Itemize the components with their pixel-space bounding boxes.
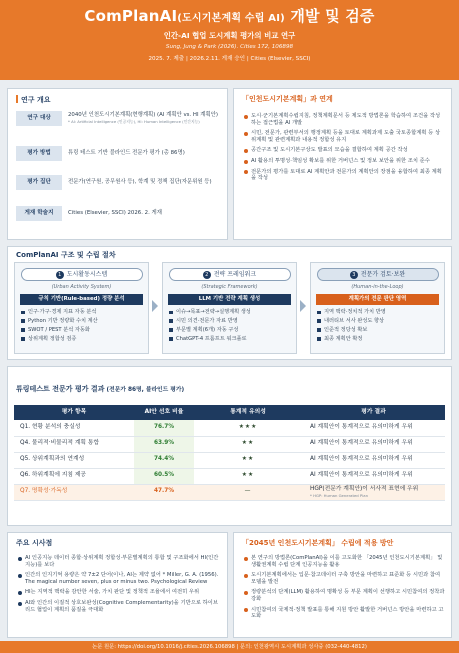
column-head: 1 도시활동시스템 (21, 268, 143, 281)
list-item: 도시·군기본계획수립지침, 정책계획문서 등 제도적 방법론을 학습하여 조건을 작성하는 접근법을 AI 개발 (244, 113, 444, 126)
flow-arrow-icon (300, 300, 306, 312)
column-sub: (Strategic Framework) (201, 284, 258, 290)
overview-value: 전문가(연구원, 공무원사 등), 학계 및 정책 집단(자문위원 등) (68, 179, 212, 186)
list-item: AI 활용의 투명성·책임성 확보를 위한 거버넌스 및 정보 보안을 위한 조치 준수 (244, 158, 444, 165)
table-row (14, 436, 445, 452)
row-significance: — (194, 484, 302, 500)
list-item: 상위계획 정합성 검증 (21, 336, 142, 343)
list-item: 인간의 인지기억 용량은 약 7±2 단어(이나, AI는 제약 없어 * Miller, G. A. (1956). The magical number seven, plus or minus two. Psychological Review (18, 572, 222, 585)
row-item: Q6. 하위계획에 지침 제공 (14, 468, 134, 484)
table-row (14, 452, 445, 468)
list-item: 내러티브 서사 완성도 향상 (317, 318, 438, 325)
publication-meta: 2025. 7. 제출 | 2026.2.11. 게재 승인 | Cities (Elsevier, SSCI) (148, 55, 311, 62)
list-item: HI는 지역적 맥락을 감안한 서술, 가치 판단 및 정책적 조율에서 여전히 우위 (18, 589, 222, 596)
list-item: 인준적 정당성 확보 (317, 327, 438, 334)
column-sub: (Human-in-the-Loop) (351, 284, 404, 290)
row-significance: ★★★ (194, 420, 302, 436)
list-item: 시민 의견·전문가 자료 반영 (169, 318, 290, 325)
overview-row (16, 175, 220, 190)
row-item: Q1. 현황 분석의 충실성 (14, 420, 134, 436)
structure-column-2 (162, 262, 297, 354)
column-list (317, 309, 438, 342)
table-header-row (14, 405, 445, 420)
list-item: 부문별 계획(6개) 자동 구성 (169, 327, 290, 334)
row-item: Q4. 물리적·비물리적 계획 통합 (14, 436, 134, 452)
implications-panel (7, 532, 228, 638)
implications-list (18, 555, 222, 617)
column-list (169, 309, 290, 342)
table-header: AI안 선호 비율 (134, 405, 194, 420)
overview-row (16, 146, 220, 161)
table-header: 통계적 유의성 (194, 405, 302, 420)
overview-label: 게재 학술지 (16, 206, 62, 221)
results-table (14, 405, 445, 501)
column-sub: (Urban Activity System) (51, 284, 112, 290)
table-header: 평가 결과 (302, 405, 445, 420)
relation-title: 「인천도시기본계획」과 연계 (242, 95, 333, 103)
overview-value: 2040년 인천도시기본계획(현행계획) (AI 계획안 vs. HI 계획안) * AI: Artificial Intelligence (인공지능), HI: Human Intelligence (인간지능) (68, 112, 218, 124)
list-item: AI와 인간의 이질적 상호보완성(Cognitive Complementarity)을 기반으로 하이브리드 협업이 계획의 품질을 극대화 (18, 600, 222, 613)
row-result: AI 계획안이 통계적으로 유의미하게 우위 (302, 436, 445, 452)
column-band: 계획가의 전문 판단 영역 (316, 294, 439, 305)
flow-arrow-icon (152, 300, 158, 312)
list-item: 도시기본계획에서는 입문·참고데이터 구축 방안을 마련하고 표준화 등 시민과 참여 모델을 발전 (244, 572, 446, 585)
overview-title: 연구 개요 (16, 95, 51, 105)
table-row (14, 468, 445, 484)
list-item: 시민참여의 국제적·정책 발표를 통해 지원 방안 활발한 거버넌스 방안을 마련하고 고도화 (244, 607, 446, 620)
header-banner (0, 0, 459, 80)
title-tail: 개발 및 검증 (284, 7, 375, 25)
application-list (244, 555, 446, 624)
row-result: HGP(전문가 계획안)이 서사적 표현에 우위 * HGP: Human Generated Plan (302, 484, 445, 500)
row-pct: 60.5% (134, 468, 194, 484)
column-head: 2 전략 프레임워크 (169, 268, 291, 281)
row-pct: 47.7% (134, 484, 194, 500)
list-item: 전문가의 평가를 토대로 AI 계획안과 전문가의 계획안의 장점을 융합하여 최종 계획을 작성 (244, 169, 444, 182)
list-item: 최종 계획안 확정 (317, 336, 438, 343)
overview-panel (7, 88, 228, 240)
row-footnote: * HGP: Human Generated Plan (310, 492, 369, 498)
list-item: ChatGPT-4 프롬프트 워크플로 (169, 336, 290, 343)
list-item: 인구·가구·경제 지표 자동 분석 (21, 309, 142, 316)
implications-title: 주요 시사점 (16, 539, 53, 547)
overview-value: 튜링 테스트 기반 블라인드 전문가 평가 (총 86명) (68, 150, 185, 157)
list-item: 이슈→목표→전략→실행계획 생성 (169, 309, 290, 316)
overview-row (16, 206, 220, 221)
overview-row (16, 111, 220, 126)
overview-label: 평가 집단 (16, 175, 62, 190)
row-pct: 76.7% (134, 420, 194, 436)
authors-line: Sung, Jung & Park (2026). Cities 172, 106898 (165, 44, 294, 50)
column-band: 규칙 기반(Rule-based) 정량 분석 (20, 294, 143, 305)
row-item: Q7. 명확성·가독성 (14, 484, 134, 500)
list-item: AI 인공지능 데이터 종합·상위계획 정합성·부문별계획의 통합 및 구조화에서 HI(인간지능)를 보다 (18, 555, 222, 568)
title-paren: (도시기본계획 수립 AI) (177, 13, 285, 24)
row-result: AI 계획안이 통계적으로 유의미하게 우위 (302, 420, 445, 436)
column-list (21, 309, 142, 342)
row-pct: 63.9% (134, 436, 194, 452)
row-significance: ★★ (194, 468, 302, 484)
list-item: 지역 맥락·정치적 가치 반영 (317, 309, 438, 316)
row-result: AI 계획안이 통계적으로 유의미하게 우위 (302, 452, 445, 468)
row-significance: ★★ (194, 452, 302, 468)
row-pct: 74.4% (134, 452, 194, 468)
row-item: Q5. 상위계획과의 연계성 (14, 452, 134, 468)
list-item: 본 연구의 방법론(ComPlanAI)을 이를 고도화한 「2045년 인천도시기본계획」 및 생활권계획 수립 단계 인공지능을 활용 (244, 555, 446, 568)
list-item: Python 기반 정량화 수치 계산 (21, 318, 142, 325)
row-result: AI 계획안이 통계적으로 유의미하게 우위 (302, 468, 445, 484)
column-band: LLM 기반 전략 계획 생성 (168, 294, 291, 305)
application-panel (233, 532, 452, 638)
overview-label: 연구 대상 (16, 111, 62, 126)
structure-title: ComPlanAI 구조 및 수립 절차 (16, 251, 116, 259)
overview-value: Cities (Elsevier, SSCI) 2026. 2. 게재 (68, 210, 162, 217)
title-main: ComPlanAI (84, 7, 178, 25)
column-head: 3 전문가 검토·보완 (317, 268, 439, 281)
page-title (0, 7, 459, 26)
list-item: 정량분석의 단계(LLM) 활용하여 명확성 등 부문 계획이 선행하고 시민참여의 정착과 강화 (244, 589, 446, 602)
table-row (14, 420, 445, 436)
relation-list (244, 113, 444, 186)
table-row (14, 484, 445, 500)
results-title: 튜링테스트 전문가 평가 결과 (전문가 86명, 블라인드 평가) (16, 385, 185, 393)
overview-note: * AI: Artificial Intelligence (인공지능), HI: Human Intelligence (인간지능) (68, 119, 200, 124)
structure-column-1 (14, 262, 149, 354)
structure-column-3 (310, 262, 445, 354)
row-significance: ★★ (194, 436, 302, 452)
table-header: 평가 항목 (14, 405, 134, 420)
overview-label: 평가 방법 (16, 146, 62, 161)
footer: 논문 원문: https://doi.org/10.1016/j.cities.2026.106898 | 문의: 인천광역시 도시계획과 성사중 (032-440-4812) (0, 641, 459, 653)
page-subtitle: 인간-AI 협업 도시계획 평가의 비교 연구 (163, 30, 296, 40)
list-item: 공간구조 및 도시기본구상도 발표의 모습을 결합하여 계획 공간 작성 (244, 147, 444, 154)
application-title: 「2045년 인천도시기본계획」 수립에 적용 방안 (242, 539, 394, 547)
list-item: 시민, 전문가, 관련부서의 행정계획 등을 토대로 계획과제 도출 국토종합계획 등 상위계획 및 관련계획과 내용적 정합성 유지 (244, 130, 444, 143)
relation-panel (233, 88, 452, 240)
list-item: SWOT / PEST 분석 자동화 (21, 327, 142, 334)
